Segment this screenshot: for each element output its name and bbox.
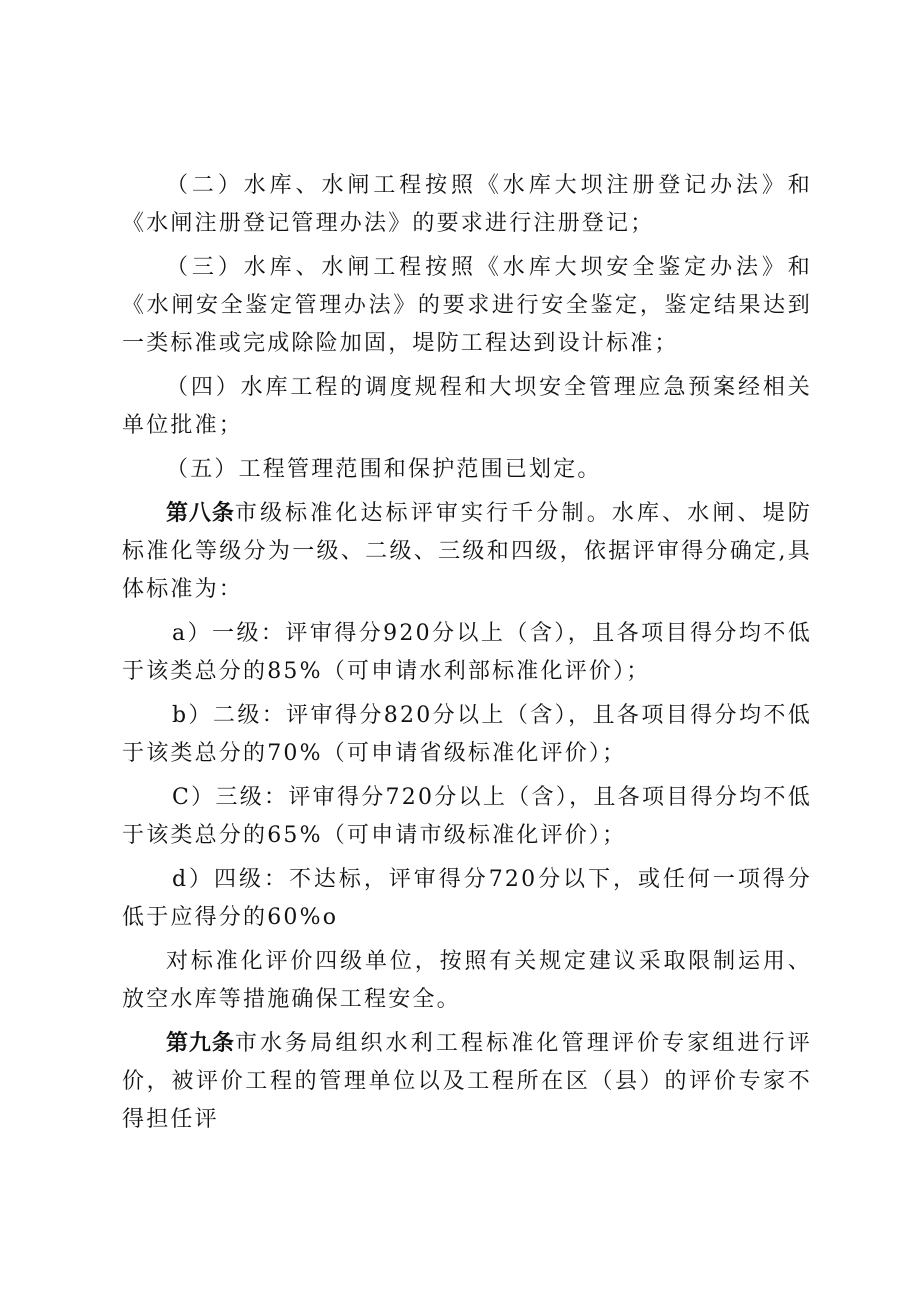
level-4-note: 对标准化评价四级单位，按照有关规定建议采取限制运用、放空水库等措施确保工程安全。 (122, 949, 812, 1012)
level-item-a: a）一级：评审得分920分以上（含），且各项目得分均不低于该类总分的85%（可申请水利部标准化评价）； (122, 621, 812, 684)
paragraph-item-2: （二）水库、水闸工程按照《水库大坝注册登记办法》和《水闸注册登记管理办法》的要求进行注册登记； (122, 173, 812, 236)
article-9-heading: 第九条 (166, 1031, 235, 1056)
article-9-text: 市水务局组织水利工程标准化管理评价专家组进行评价，被评价工程的管理单位以及工程所在区（县）的评价专家不得担任评 (122, 1031, 812, 1132)
document-body (122, 167, 812, 1145)
article-8 (122, 495, 812, 609)
level-item-c: C）三级：评审得分720分以上（含），且各项目得分均不低于该类总分的65%（可申请市级标准化评价）； (122, 785, 812, 848)
paragraph-item-4: （四）水库工程的调度规程和大坝安全管理应急预案经相关单位批准； (122, 375, 812, 438)
level-item-b: b）二级：评审得分820分以上（含），且各项目得分均不低于该类总分的70%（可申请省级标准化评价）； (122, 703, 812, 766)
article-8-heading: 第八条 (166, 501, 235, 526)
paragraph-item-3: （三）水库、水闸工程按照《水库大坝安全鉴定办法》和《水闸安全鉴定管理办法》的要求进行安全鉴定，鉴定结果达到一类标准或完成除险加固，堤防工程达到设计标准； (122, 255, 812, 356)
level-item-d: d）四级：不达标，评审得分720分以下，或任何一项得分低于应得分的60%o (122, 867, 812, 930)
paragraph-item-5: （五）工程管理范围和保护范围已划定。 (166, 457, 602, 482)
article-9 (122, 1025, 812, 1139)
article-8-text: 市级标准化达标评审实行千分制。水库、水闸、堤防标准化等级分为一级、二级、三级和四级，依据评审得分确定,具体标准为： (122, 501, 812, 602)
